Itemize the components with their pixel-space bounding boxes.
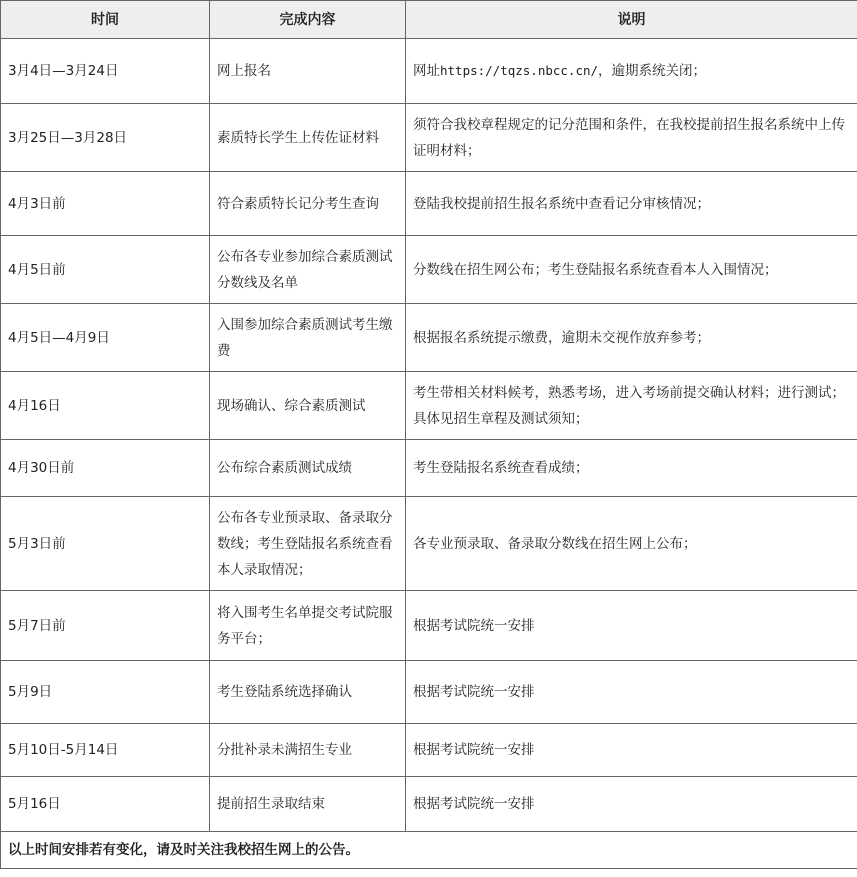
- note-cell: 根据考试院统一安排: [406, 724, 857, 777]
- time-cell: 5月16日: [1, 777, 210, 832]
- content-cell: 公布各专业参加综合素质测试分数线及名单: [210, 236, 406, 304]
- table-row: [1, 39, 857, 104]
- time-cell: 4月3日前: [1, 172, 210, 236]
- content-cell: 将入围考生名单提交考试院服务平台；: [210, 591, 406, 661]
- note-cell: 登陆我校提前招生报名系统中查看记分审核情况；: [406, 172, 857, 236]
- time-cell: 3月4日—3月24日: [1, 39, 210, 104]
- table-row: [1, 497, 857, 591]
- footnote-row: [1, 832, 857, 869]
- note-cell: 考生带相关材料候考，熟悉考场，进入考场前提交确认材料；进行测试；具体见招生章程及测试须知；: [406, 372, 857, 440]
- table-row: [1, 440, 857, 497]
- header-row: [1, 1, 857, 39]
- time-cell: 5月10日-5月14日: [1, 724, 210, 777]
- content-cell: 公布各专业预录取、备录取分数线；考生登陆报名系统查看本人录取情况；: [210, 497, 406, 591]
- time-cell: 3月25日—3月28日: [1, 104, 210, 172]
- content-cell: 现场确认、综合素质测试: [210, 372, 406, 440]
- table-row: [1, 661, 857, 724]
- note-cell: [406, 39, 857, 104]
- header-content: 完成内容: [210, 1, 406, 39]
- footnote-text: 以上时间安排若有变化，请及时关注我校招生网上的公告。: [1, 832, 857, 869]
- table-row: [1, 777, 857, 832]
- time-cell: 5月9日: [1, 661, 210, 724]
- table-row: [1, 172, 857, 236]
- note-suffix: ，逾期系统关闭；: [598, 63, 707, 79]
- table-row: [1, 104, 857, 172]
- table-row: [1, 724, 857, 777]
- content-cell: 素质特长学生上传佐证材料: [210, 104, 406, 172]
- note-cell: 分数线在招生网公布；考生登陆报名系统查看本人入围情况；: [406, 236, 857, 304]
- time-cell: 4月16日: [1, 372, 210, 440]
- note-cell: 根据考试院统一安排: [406, 591, 857, 661]
- table-row: [1, 236, 857, 304]
- time-cell: 4月30日前: [1, 440, 210, 497]
- time-cell: 4月5日—4月9日: [1, 304, 210, 372]
- note-cell: 根据考试院统一安排: [406, 777, 857, 832]
- header-time: 时间: [1, 1, 210, 39]
- note-cell: 根据考试院统一安排: [406, 661, 857, 724]
- content-cell: 入围参加综合素质测试考生缴费: [210, 304, 406, 372]
- header-note: 说明: [406, 1, 857, 39]
- table-row: [1, 372, 857, 440]
- content-cell: 网上报名: [210, 39, 406, 104]
- time-cell: 4月5日前: [1, 236, 210, 304]
- content-cell: 考生登陆系统选择确认: [210, 661, 406, 724]
- content-cell: 符合素质特长记分考生查询: [210, 172, 406, 236]
- time-cell: 5月3日前: [1, 497, 210, 591]
- table-row: [1, 591, 857, 661]
- table-row: [1, 304, 857, 372]
- time-cell: 5月7日前: [1, 591, 210, 661]
- note-cell: 各专业预录取、备录取分数线在招生网上公布；: [406, 497, 857, 591]
- content-cell: 提前招生录取结束: [210, 777, 406, 832]
- registration-url-link[interactable]: https://tqzs.nbcc.cn/: [440, 63, 599, 78]
- note-cell: 考生登陆报名系统查看成绩；: [406, 440, 857, 497]
- note-prefix: 网址: [413, 63, 440, 79]
- content-cell: 分批补录未满招生专业: [210, 724, 406, 777]
- content-cell: 公布综合素质测试成绩: [210, 440, 406, 497]
- note-cell: 须符合我校章程规定的记分范围和条件，在我校提前招生报名系统中上传证明材料；: [406, 104, 857, 172]
- note-cell: 根据报名系统提示缴费，逾期未交视作放弃参考；: [406, 304, 857, 372]
